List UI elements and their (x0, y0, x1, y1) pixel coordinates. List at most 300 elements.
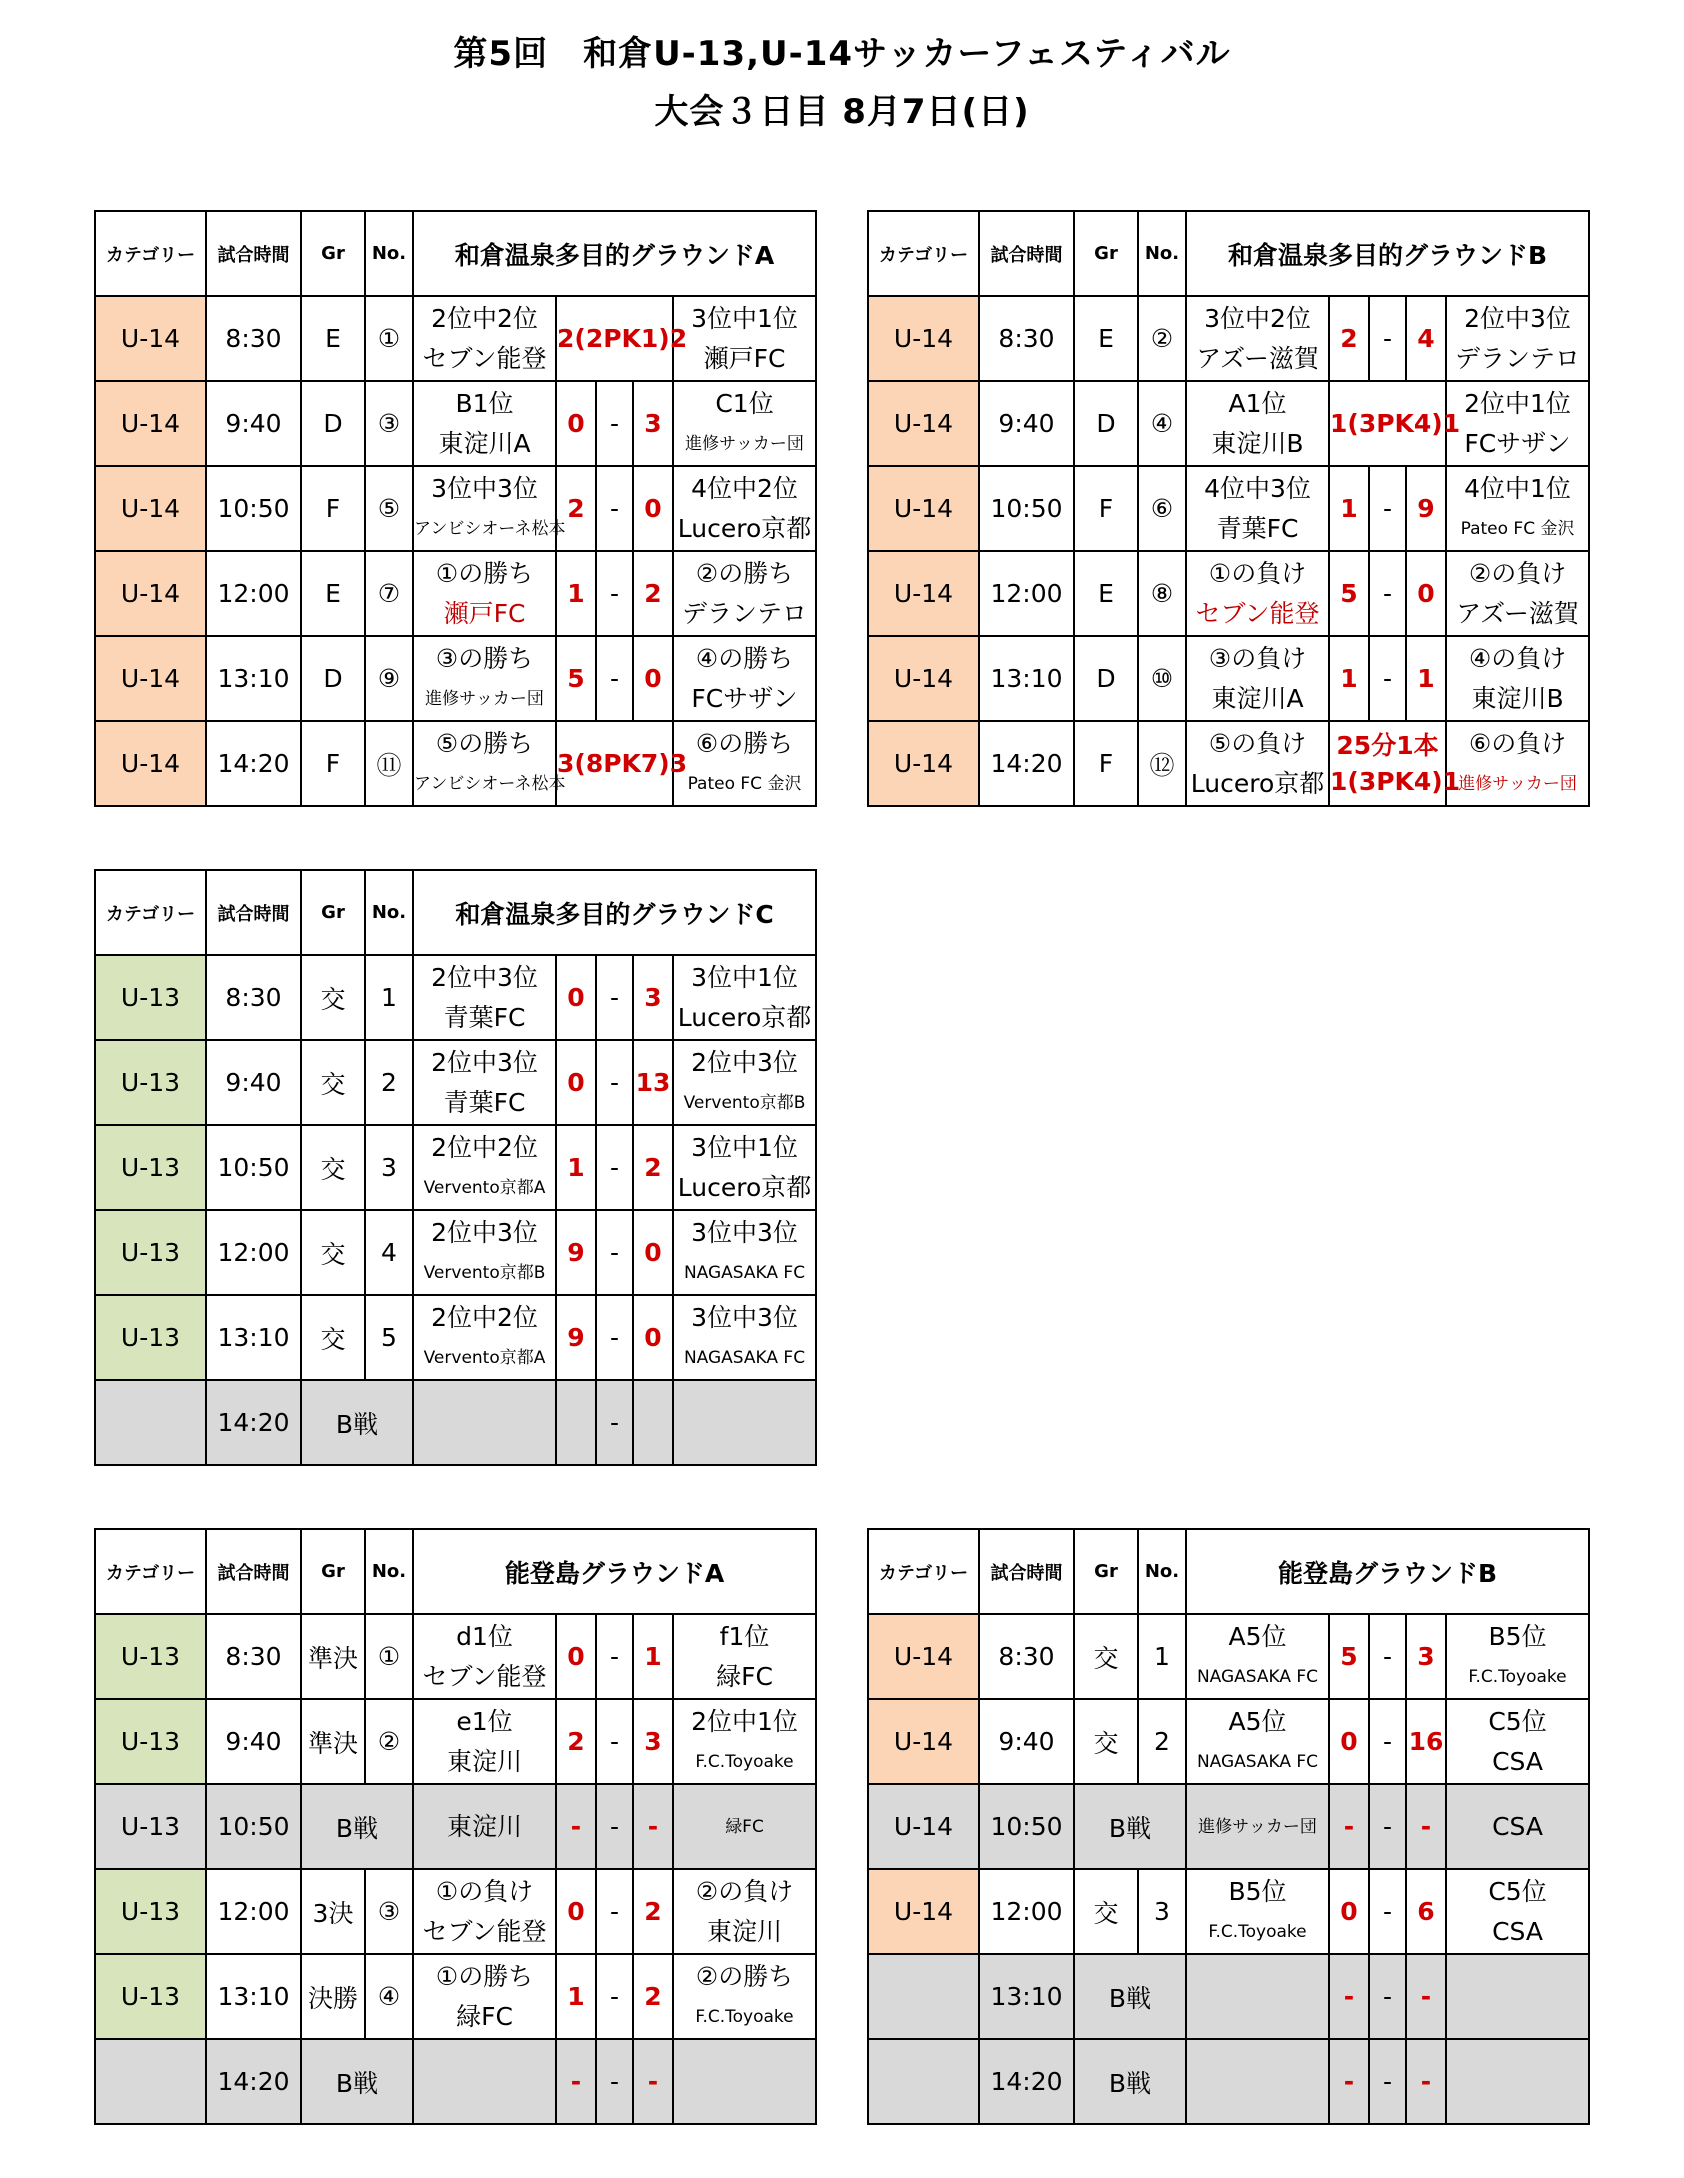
time-cell: 14:20 (979, 2039, 1074, 2124)
score-dash: - (596, 466, 633, 551)
match-row (868, 551, 1589, 636)
team1-cell (413, 955, 556, 1040)
score-team1: 0 (1329, 1869, 1369, 1954)
venue-name: 和倉温泉多目的グラウンドA (413, 211, 816, 296)
match-number: ① (365, 1614, 413, 1699)
match-number: ⑥ (1138, 466, 1186, 551)
team1-line2: Lucero京都 (1190, 768, 1325, 798)
score-team1: 1 (556, 551, 596, 636)
team2-line1: ⑥の負け (1468, 728, 1567, 758)
match-row (95, 1614, 816, 1699)
score-dash: - (596, 1954, 633, 2039)
score-team1: 1 (1329, 636, 1369, 721)
group-cell: D (301, 381, 365, 466)
score-dash: - (596, 955, 633, 1040)
score-dash: - (1369, 1954, 1406, 2039)
team1-line2: セブン能登 (422, 1661, 547, 1691)
score-dash: - (596, 1784, 633, 1869)
team1-cell (1186, 1614, 1329, 1699)
team2-line1: 2位中3位 (691, 1047, 798, 1077)
category-cell: U-14 (868, 1784, 979, 1869)
score-team1: 2 (556, 1699, 596, 1784)
team1-line1: 2位中2位 (431, 1302, 538, 1332)
team1-line2: Vervento京都A (423, 1177, 546, 1198)
match-number: ⑩ (1138, 636, 1186, 721)
match-row (95, 2039, 816, 2124)
score-team1: 0 (1329, 1699, 1369, 1784)
team1-line2: 緑FC (456, 2001, 513, 2031)
team2-cell (673, 721, 816, 806)
team2-cell (1446, 2039, 1589, 2124)
schedule-table (94, 1528, 817, 2125)
team2-line2: Lucero京都 (677, 1002, 812, 1032)
team1-cell (1186, 721, 1329, 806)
team1-line2: 東淀川 (446, 1746, 522, 1776)
match-row (95, 1040, 816, 1125)
match-row (95, 466, 816, 551)
team1-line1: ①の勝ち (435, 558, 534, 588)
time-cell: 10:50 (979, 1784, 1074, 1869)
match-row (95, 1869, 816, 1954)
header-time: 試合時間 (206, 1529, 301, 1614)
team1-cell (413, 2039, 556, 2124)
b-match-label: B戦 (301, 1784, 413, 1869)
match-row (95, 721, 816, 806)
team2-line2: CSA (1492, 1916, 1543, 1946)
time-cell: 9:40 (979, 381, 1074, 466)
team1-line2: アズー滋賀 (1196, 343, 1319, 373)
category-cell: U-14 (95, 381, 206, 466)
score-team2: 3 (633, 381, 673, 466)
time-cell: 8:30 (206, 955, 301, 1040)
score-team2: 2 (633, 551, 673, 636)
match-row (868, 1954, 1589, 2039)
header-number: No. (365, 870, 413, 955)
match-row (868, 1699, 1589, 1784)
score-pk-second: 1(3PK4)1 (1330, 766, 1461, 796)
score-dash: - (596, 1699, 633, 1784)
team1-line2: 東淀川B (1211, 428, 1304, 458)
team2-line2: デランテロ (1455, 343, 1581, 373)
match-number: ④ (365, 1954, 413, 2039)
venue-name: 和倉温泉多目的グラウンドB (1186, 211, 1589, 296)
category-cell: U-14 (868, 466, 979, 551)
time-cell: 14:20 (206, 2039, 301, 2124)
team1-line1: ①の負け (435, 1876, 534, 1906)
team2-line2: FCサザン (691, 683, 798, 713)
team1-cell (1186, 1699, 1329, 1784)
team1-cell (413, 1869, 556, 1954)
team2-line1: C5位 (1488, 1706, 1547, 1736)
team2-line2: F.C.Toyoake (695, 2006, 794, 2027)
match-number: ③ (365, 381, 413, 466)
team1-cell (413, 1699, 556, 1784)
score-team2: 2 (633, 1869, 673, 1954)
score-team1: 1 (1329, 466, 1369, 551)
team2-cell (1446, 1869, 1589, 1954)
team1-line1: 東淀川 (446, 1811, 522, 1841)
time-cell: 13:10 (206, 636, 301, 721)
header-group: Gr (301, 211, 365, 296)
match-number: 5 (365, 1295, 413, 1380)
score-team1: - (1329, 1954, 1369, 2039)
venue-name: 能登島グラウンドB (1186, 1529, 1589, 1614)
team2-cell (1446, 1784, 1589, 1869)
time-cell: 12:00 (206, 1869, 301, 1954)
group-cell: F (301, 466, 365, 551)
team1-cell (413, 381, 556, 466)
score-dash: - (1369, 1869, 1406, 1954)
team2-line2: Pateo FC 金沢 (687, 773, 802, 794)
team1-cell (413, 1040, 556, 1125)
group-cell: E (1074, 551, 1138, 636)
group-cell: E (301, 296, 365, 381)
score-team2: 4 (1406, 296, 1446, 381)
score-dash: - (596, 1614, 633, 1699)
score-team2 (633, 1380, 673, 1465)
team2-cell (673, 296, 816, 381)
team1-line1: ①の勝ち (435, 1961, 534, 1991)
score-pk-cell (556, 296, 688, 381)
score-team2: 13 (633, 1040, 673, 1125)
group-cell: 3決 (301, 1869, 365, 1954)
score-team2: 3 (633, 955, 673, 1040)
team1-line1: ⑤の勝ち (435, 728, 534, 758)
team2-line1: ②の負け (695, 1876, 794, 1906)
team2-line1: ②の負け (1468, 558, 1567, 588)
match-number: ⑦ (365, 551, 413, 636)
team2-line2: 東淀川 (707, 1916, 783, 1946)
match-row (95, 636, 816, 721)
match-row (95, 1954, 816, 2039)
team2-line1: C5位 (1488, 1876, 1547, 1906)
group-cell: 交 (1074, 1869, 1138, 1954)
team1-cell (1186, 1784, 1329, 1869)
team1-line1: A1位 (1228, 388, 1287, 418)
score-dash: - (1369, 1784, 1406, 1869)
score-dash: - (596, 1869, 633, 1954)
group-cell: D (1074, 381, 1138, 466)
score-dash: - (596, 381, 633, 466)
b-match-label: B戦 (1074, 2039, 1186, 2124)
match-number: 1 (365, 955, 413, 1040)
match-row (95, 381, 816, 466)
team2-line2: 進修サッカー団 (685, 433, 804, 454)
team2-line2: NAGASAKA FC (683, 1347, 806, 1368)
team2-line1: 3位中3位 (691, 1217, 798, 1247)
time-cell: 14:20 (206, 721, 301, 806)
score-team2: - (633, 1784, 673, 1869)
category-cell: U-14 (95, 551, 206, 636)
header-category: カテゴリー (95, 1529, 206, 1614)
score-team1: - (1329, 1784, 1369, 1869)
category-cell (95, 2039, 206, 2124)
team1-line2: セブン能登 (1195, 598, 1320, 628)
match-number: ⑤ (365, 466, 413, 551)
score-team1: 9 (556, 1295, 596, 1380)
match-row (95, 1295, 816, 1380)
score-pk: 25分1本 (1336, 730, 1439, 760)
team2-cell (1446, 296, 1589, 381)
match-row (95, 1784, 816, 1869)
team1-cell (413, 466, 566, 551)
score-team1: - (556, 1784, 596, 1869)
category-cell: U-14 (868, 1699, 979, 1784)
score-team1: 5 (1329, 1614, 1369, 1699)
team2-line2: FCサザン (1464, 428, 1571, 458)
team2-line1: ④の勝ち (695, 643, 794, 673)
match-number: ⑨ (365, 636, 413, 721)
team2-line1: 4位中2位 (691, 473, 798, 503)
score-team2: 2 (633, 1954, 673, 2039)
score-team2: - (1406, 1784, 1446, 1869)
category-cell: U-13 (95, 1699, 206, 1784)
team1-line2: 青葉FC (443, 1087, 526, 1117)
category-cell: U-13 (95, 1784, 206, 1869)
score-team2: - (1406, 2039, 1446, 2124)
match-number: ② (365, 1699, 413, 1784)
category-cell: U-13 (95, 1614, 206, 1699)
category-cell: U-13 (95, 1210, 206, 1295)
b-match-label: B戦 (1074, 1954, 1186, 2039)
header-group: Gr (1074, 1529, 1138, 1614)
schedule-table (94, 869, 817, 1466)
score-dash: - (1369, 636, 1406, 721)
time-cell: 9:40 (206, 1040, 301, 1125)
time-cell: 13:10 (979, 1954, 1074, 2039)
team2-cell (673, 1210, 816, 1295)
b-match-label: B戦 (1074, 1784, 1186, 1869)
category-cell: U-14 (868, 1869, 979, 1954)
match-row (868, 466, 1589, 551)
time-cell: 13:10 (979, 636, 1074, 721)
schedule-table (867, 210, 1590, 807)
team1-cell (1186, 1954, 1329, 2039)
team2-line2: 東淀川B (1471, 683, 1564, 713)
score-dash: - (596, 1295, 633, 1380)
team2-line2: アズー滋賀 (1456, 598, 1579, 628)
team1-line2: 東淀川A (1211, 683, 1304, 713)
category-cell: U-14 (868, 721, 979, 806)
header-group: Gr (1074, 211, 1138, 296)
time-cell: 8:30 (979, 296, 1074, 381)
team2-cell (1446, 1614, 1589, 1699)
match-row (95, 955, 816, 1040)
category-cell: U-14 (868, 296, 979, 381)
score-team1: 0 (556, 1869, 596, 1954)
category-cell: U-13 (95, 1295, 206, 1380)
time-cell: 12:00 (206, 551, 301, 636)
team2-line1: ②の勝ち (695, 1961, 794, 1991)
team1-line2: Vervento京都B (423, 1262, 546, 1283)
match-row (95, 1699, 816, 1784)
header-category: カテゴリー (868, 1529, 979, 1614)
time-cell: 12:00 (979, 551, 1074, 636)
team2-cell (1446, 551, 1589, 636)
team2-line1: 3位中1位 (691, 1132, 798, 1162)
category-cell: U-13 (95, 1954, 206, 2039)
group-cell: F (1074, 721, 1138, 806)
category-cell: U-14 (868, 636, 979, 721)
score-team2: 1 (1406, 636, 1446, 721)
team2-line2: CSA (1492, 1746, 1543, 1776)
team2-cell (673, 1699, 816, 1784)
team2-line1: ⑥の勝ち (695, 728, 794, 758)
team1-line1: 2位中3位 (431, 1047, 538, 1077)
team2-line1: 2位中3位 (1464, 303, 1571, 333)
group-cell: 交 (301, 1295, 365, 1380)
score-pk: 1(3PK4)1 (1330, 408, 1461, 438)
time-cell: 9:40 (979, 1699, 1074, 1784)
team2-line1: 2位中1位 (1464, 388, 1571, 418)
team1-line1: ①の負け (1208, 558, 1307, 588)
team2-line1: 2位中1位 (691, 1706, 798, 1736)
team2-cell (673, 1784, 816, 1869)
team1-line1: 2位中2位 (431, 303, 538, 333)
team2-cell (673, 1869, 816, 1954)
header-number: No. (1138, 211, 1186, 296)
score-team2: 16 (1406, 1699, 1446, 1784)
score-dash: - (1369, 551, 1406, 636)
team2-line1: 3位中1位 (691, 962, 798, 992)
category-cell: U-14 (95, 466, 206, 551)
team2-cell (1446, 636, 1589, 721)
team1-cell (1186, 466, 1329, 551)
team1-line2: Vervento京都A (423, 1347, 546, 1368)
category-cell: U-13 (95, 955, 206, 1040)
team2-line1: C1位 (715, 388, 774, 418)
team1-cell (413, 1295, 556, 1380)
header-group: Gr (301, 870, 365, 955)
team2-line2: 進修サッカー団 (1458, 773, 1577, 794)
score-dash: - (596, 636, 633, 721)
time-cell: 10:50 (206, 1125, 301, 1210)
team2-cell (673, 551, 816, 636)
page-title: 第5回 和倉U-13,U-14サッカーフェスティバル (453, 34, 1231, 74)
team1-line2: セブン能登 (422, 343, 547, 373)
time-cell: 14:20 (206, 1380, 301, 1465)
team1-cell (413, 1210, 556, 1295)
score-dash: - (596, 1125, 633, 1210)
time-cell: 13:10 (206, 1954, 301, 2039)
team1-line2: 進修サッカー団 (425, 688, 544, 709)
score-pk: 3(8PK7)3 (557, 748, 688, 778)
score-dash: - (1369, 1614, 1406, 1699)
match-row (868, 296, 1589, 381)
match-number: ③ (365, 1869, 413, 1954)
group-cell: 交 (1074, 1699, 1138, 1784)
match-number: 4 (365, 1210, 413, 1295)
time-cell: 9:40 (206, 1699, 301, 1784)
team2-line2: F.C.Toyoake (695, 1751, 794, 1772)
time-cell: 14:20 (979, 721, 1074, 806)
group-cell: 交 (301, 1125, 365, 1210)
header-number: No. (365, 1529, 413, 1614)
category-cell: U-14 (95, 296, 206, 381)
team1-line1: ③の勝ち (435, 643, 534, 673)
match-number: ⑫ (1138, 721, 1186, 806)
score-team1: 5 (1329, 551, 1369, 636)
team2-line1: 3位中1位 (691, 303, 798, 333)
team2-cell (673, 1295, 816, 1380)
team1-cell (1186, 636, 1329, 721)
header-time: 試合時間 (206, 211, 301, 296)
team1-cell (413, 551, 556, 636)
header-group: Gr (301, 1529, 365, 1614)
match-number: 3 (365, 1125, 413, 1210)
team2-cell (673, 955, 816, 1040)
team1-line2: セブン能登 (422, 1916, 547, 1946)
header-number: No. (365, 211, 413, 296)
team1-line1: e1位 (456, 1706, 513, 1736)
score-dash: - (596, 1380, 633, 1465)
score-team1: 5 (556, 636, 596, 721)
team1-cell (1186, 1869, 1329, 1954)
score-team1: 0 (556, 1614, 596, 1699)
time-cell: 8:30 (206, 1614, 301, 1699)
time-cell: 12:00 (206, 1210, 301, 1295)
category-cell: U-13 (95, 1125, 206, 1210)
score-team1: 0 (556, 1040, 596, 1125)
score-team2: 9 (1406, 466, 1446, 551)
match-number: 3 (1138, 1869, 1186, 1954)
header-category: カテゴリー (95, 870, 206, 955)
category-cell (95, 1380, 206, 1465)
header-time: 試合時間 (979, 1529, 1074, 1614)
team1-line2: NAGASAKA FC (1196, 1666, 1319, 1687)
team1-line2: NAGASAKA FC (1196, 1751, 1319, 1772)
match-row (95, 1125, 816, 1210)
match-number: 2 (1138, 1699, 1186, 1784)
category-cell: U-14 (868, 551, 979, 636)
score-dash: - (596, 1040, 633, 1125)
score-team2: - (633, 2039, 673, 2124)
match-row (868, 381, 1589, 466)
match-row (868, 2039, 1589, 2124)
match-row (868, 1614, 1589, 1699)
time-cell: 10:50 (206, 466, 301, 551)
score-team1: 9 (556, 1210, 596, 1295)
team2-cell (673, 636, 816, 721)
team1-line1: 3位中2位 (1204, 303, 1311, 333)
group-cell: D (301, 636, 365, 721)
team1-line1: ③の負け (1208, 643, 1307, 673)
team1-line2: アンビシオーネ松本 (414, 518, 566, 539)
team2-line1: f1位 (719, 1621, 770, 1651)
score-team1: - (556, 2039, 596, 2124)
team1-cell (413, 636, 556, 721)
team1-cell (413, 721, 566, 806)
score-dash: - (1369, 466, 1406, 551)
time-cell: 13:10 (206, 1295, 301, 1380)
team2-cell (1446, 381, 1589, 466)
category-cell (868, 2039, 979, 2124)
score-pk-cell (1329, 721, 1461, 806)
header-time: 試合時間 (979, 211, 1074, 296)
team2-line2: Pateo FC 金沢 (1460, 518, 1575, 539)
match-row (868, 1869, 1589, 1954)
score-team2: 6 (1406, 1869, 1446, 1954)
team1-line2: 東淀川A (438, 428, 531, 458)
team2-cell (673, 1125, 816, 1210)
team2-cell (1446, 1699, 1589, 1784)
team1-line1: d1位 (456, 1621, 513, 1651)
team2-cell (1446, 466, 1589, 551)
team2-line2: 緑FC (716, 1661, 773, 1691)
team1-line1: 3位中3位 (431, 473, 538, 503)
group-cell: F (301, 721, 365, 806)
schedule-table (867, 1528, 1590, 2125)
